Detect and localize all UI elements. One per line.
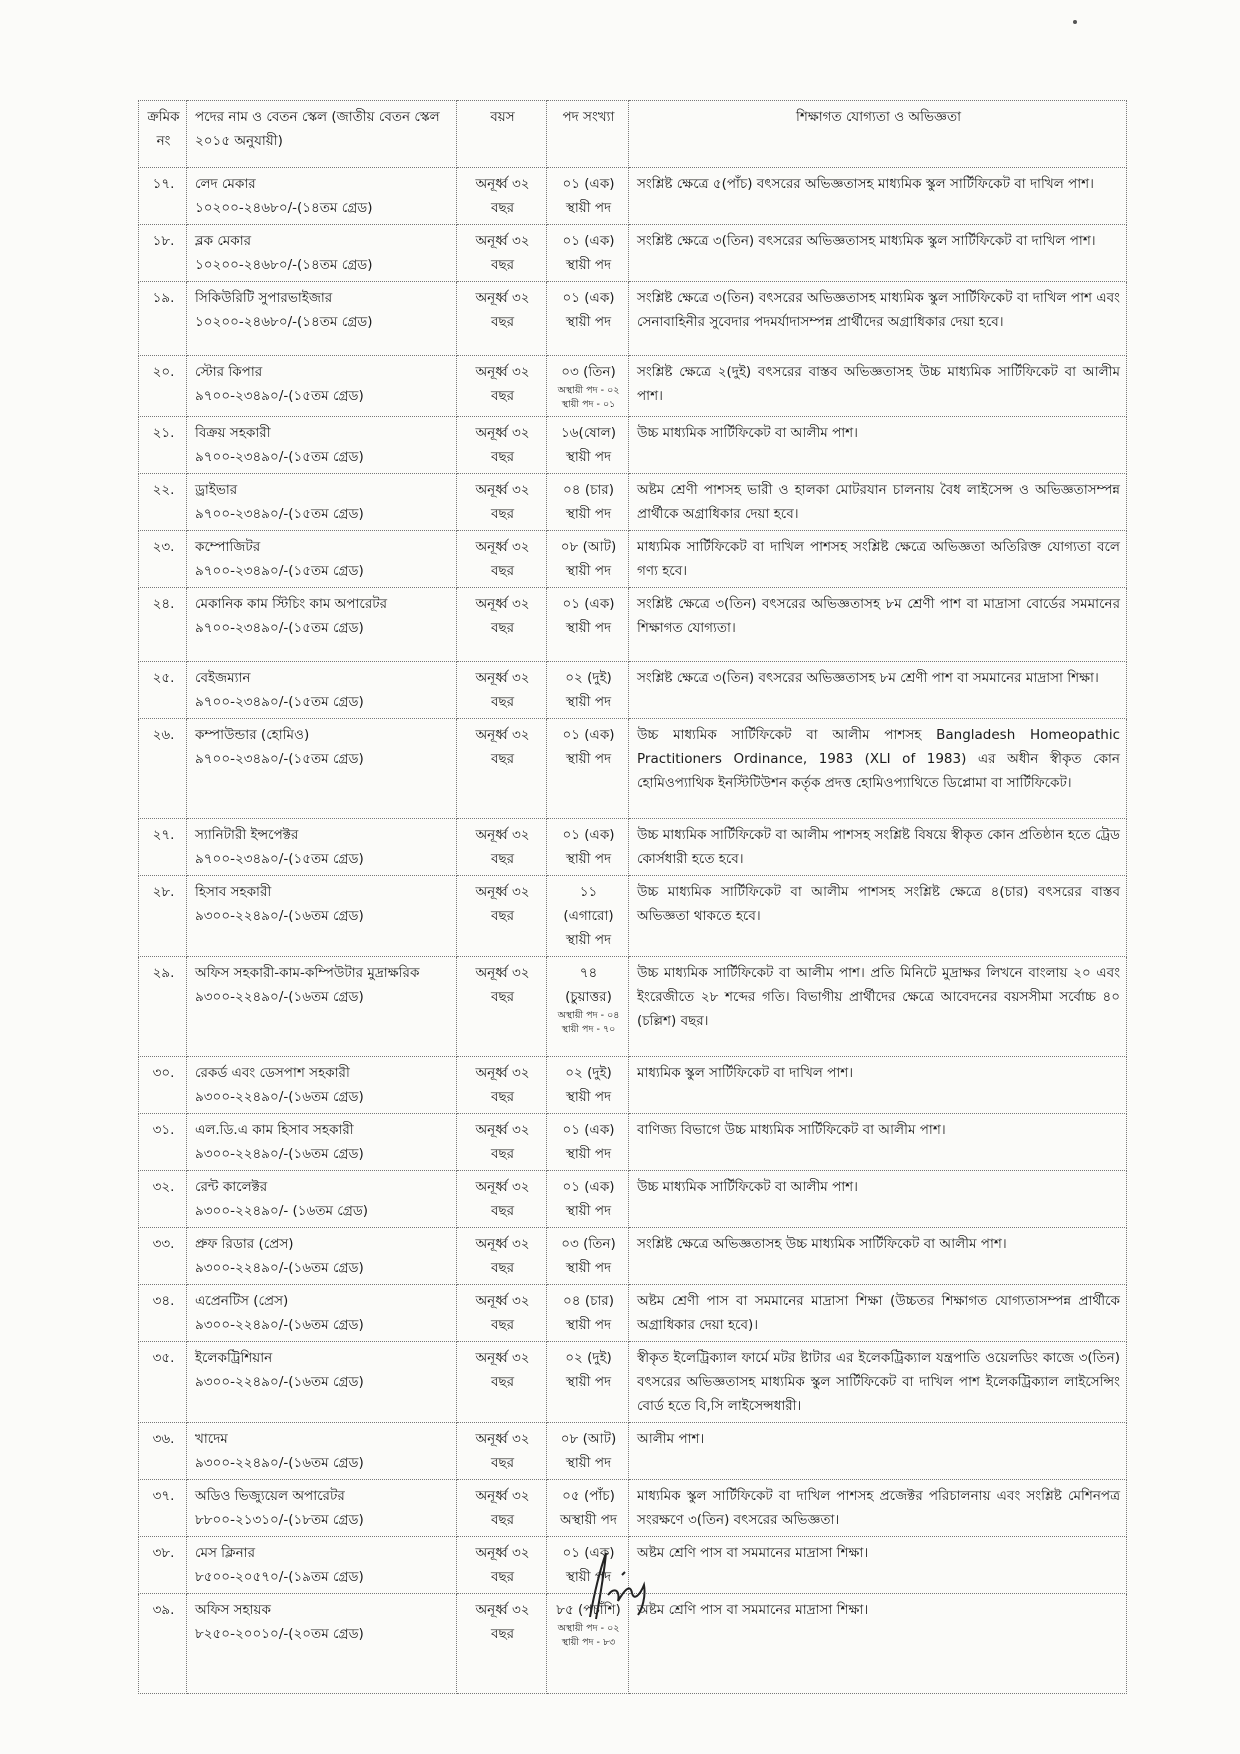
qualification-cell: মাধ্যমিক স্কুল সার্টিফিকেট বা দাখিল পাশ। bbox=[629, 1057, 1127, 1114]
post-name: কম্পাউন্ডার (হোমিও) bbox=[195, 727, 310, 743]
post-type: স্থায়ী পদ bbox=[565, 620, 612, 636]
age-cell: অনূর্ধ্ব ৩২ বছর bbox=[457, 876, 547, 957]
job-table bbox=[138, 100, 1127, 1694]
post-cell bbox=[187, 1057, 457, 1114]
post-count: ১৬(ষোল) bbox=[561, 425, 616, 441]
pay-scale: ৮৫০০-২০৫৭০/-(১৯তম গ্রেড) bbox=[195, 1569, 364, 1585]
post-name: বিক্রয় সহকারী bbox=[195, 425, 271, 441]
count-cell bbox=[547, 876, 629, 957]
post-name: হিসাব সহকারী bbox=[195, 884, 272, 900]
post-name: মেকানিক কাম স্টিচিং কাম অপারেটর bbox=[195, 596, 388, 612]
post-count: ০৮ (আট) bbox=[560, 539, 617, 555]
post-name: লেদ মেকার bbox=[195, 176, 256, 192]
post-count: ৮৫ (পচাঁশি) bbox=[556, 1602, 621, 1618]
age-cell: অনূর্ধ্ব ৩২ বছর bbox=[457, 1342, 547, 1423]
qualification-cell: উচ্চ মাধ্যমিক সার্টিফিকেট বা আলীম পাশ। bbox=[629, 417, 1127, 474]
qualification-cell: স্বীকৃত ইলেট্রিক্যাল ফার্মে মটর ষ্টাটার এর ইলেকট্রিক্যাল যন্ত্রপাতি ওয়েলডিং কাজে ৩(তিন) বৎসরের অভিজ্ঞতাসহ মাধ্যমিক স্কুল সার্টিফিকেট বা দাখিল পাশ ইলেকট্রিক্যাল লাইসেন্সিং বোর্ড হতে বি,সি লাইসেন্সধারী। bbox=[629, 1342, 1127, 1423]
post-type: স্থায়ী পদ bbox=[565, 1569, 612, 1585]
post-name: এল.ডি.এ কাম হিসাব সহকারী bbox=[195, 1122, 354, 1138]
post-name: অডিও ভিজ্যুয়েল অপারেটর bbox=[195, 1488, 345, 1504]
age-cell: অনূর্ধ্ব ৩২ বছর bbox=[457, 1171, 547, 1228]
post-count: ১১ (এগারো) bbox=[563, 884, 614, 924]
post-count: ০২ (দুই) bbox=[565, 670, 612, 686]
post-name: ড্রাইভার bbox=[195, 482, 238, 498]
post-cell bbox=[187, 1171, 457, 1228]
pay-scale: ৯৩০০-২২৪৯০/-(১৬তম গ্রেড) bbox=[195, 1089, 364, 1105]
pay-scale: ৯৩০০-২২৪৯০/-(১৬তম গ্রেড) bbox=[195, 1374, 364, 1390]
qualification-cell: সংশ্লিষ্ট ক্ষেত্রে ২(দুই) বৎসরের বাস্তব অভিজ্ঞতাসহ উচ্চ মাধ্যমিক সার্টিফিকেট বা আলীম পাশ। bbox=[629, 356, 1127, 417]
post-type: স্থায়ী পদ bbox=[565, 751, 612, 767]
age-cell: অনূর্ধ্ব ৩২ বছর bbox=[457, 168, 547, 225]
post-cell bbox=[187, 1594, 457, 1694]
post-cell bbox=[187, 1228, 457, 1285]
serial-cell: ২৮. bbox=[139, 876, 187, 957]
qualification-cell: উচ্চ মাধ্যমিক সার্টিফিকেট বা আলীম পাশ। প্রতি মিনিটে মুদ্রাক্ষর লিখনে বাংলায় ২০ এবং ইংরেজীতে ২৮ শব্দের গতি। বিভাগীয় প্রার্থীদের ক্ষেত্রে আবেদনের বয়সসীমা সর্বোচ্চ ৪০ (চল্লিশ) বছর। bbox=[629, 957, 1127, 1057]
table-row bbox=[139, 876, 1127, 957]
pay-scale: ৯৩০০-২২৪৯০/-(১৬তম গ্রেড) bbox=[195, 1260, 364, 1276]
count-cell bbox=[547, 957, 629, 1057]
post-cell bbox=[187, 474, 457, 531]
post-name: সিকিউরিটি সুপারভাইজার bbox=[195, 290, 333, 306]
pay-scale: ৯৭০০-২৩৪৯০/-(১৫তম গ্রেড) bbox=[195, 388, 364, 404]
serial-cell: ২৩. bbox=[139, 531, 187, 588]
qualification-cell: উচ্চ মাধ্যমিক সার্টিফিকেট বা আলীম পাশসহ Bangladesh Homeopathic Practitioners Ordinance, 1983 (XLI of 1983) এর অধীন স্বীকৃত কোন হোমিওপ্যাথিক ইনস্টিটিউশন কর্তৃক প্রদত্ত হোমিওপ্যাথিতে ডিপ্লোমা বা সার্টিফিকেট। bbox=[629, 719, 1127, 819]
serial-cell: ৩৪. bbox=[139, 1285, 187, 1342]
serial-cell: ৩৩. bbox=[139, 1228, 187, 1285]
post-cell bbox=[187, 282, 457, 356]
pay-scale: ৮২৫০-২০০১০/-(২০তম গ্রেড) bbox=[195, 1626, 364, 1642]
post-name: এপ্রেনটিস (প্রেস) bbox=[195, 1293, 289, 1309]
post-count: ০১ (এক) bbox=[562, 176, 615, 192]
age-cell: অনূর্ধ্ব ৩২ বছর bbox=[457, 719, 547, 819]
header-count: পদ সংখ্যা bbox=[547, 101, 629, 168]
count-cell bbox=[547, 1228, 629, 1285]
table-row bbox=[139, 588, 1127, 662]
serial-cell: ১৯. bbox=[139, 282, 187, 356]
post-cell bbox=[187, 819, 457, 876]
table-row bbox=[139, 1057, 1127, 1114]
serial-cell: ৩২. bbox=[139, 1171, 187, 1228]
table-row bbox=[139, 1423, 1127, 1480]
age-cell: অনূর্ধ্ব ৩২ বছর bbox=[457, 1594, 547, 1694]
header-serial: ক্রমিক নং bbox=[139, 101, 187, 168]
qualification-cell: সংশ্লিষ্ট ক্ষেত্রে ৫(পাঁচ) বৎসরের অভিজ্ঞতাসহ মাধ্যমিক স্কুল সার্টিফিকেট বা দাখিল পাশ। bbox=[629, 168, 1127, 225]
table-row bbox=[139, 225, 1127, 282]
post-cell bbox=[187, 876, 457, 957]
pay-scale: ৯৭০০-২৩৪৯০/-(১৫তম গ্রেড) bbox=[195, 506, 364, 522]
post-cell bbox=[187, 168, 457, 225]
post-count: ০৩ (তিন) bbox=[561, 364, 616, 380]
count-cell bbox=[547, 1480, 629, 1537]
count-cell bbox=[547, 356, 629, 417]
post-name: অফিস সহায়ক bbox=[195, 1602, 271, 1618]
header-age: বয়স bbox=[457, 101, 547, 168]
serial-cell: ৩৮. bbox=[139, 1537, 187, 1594]
qualification-cell: উচ্চ মাধ্যমিক সার্টিফিকেট বা আলীম পাশসহ সংশ্লিষ্ট ক্ষেত্রে ৪(চার) বৎসরের বাস্তব অভিজ্ঞতা থাকতে হবে। bbox=[629, 876, 1127, 957]
pay-scale: ৯৭০০-২৩৪৯০/-(১৫তম গ্রেড) bbox=[195, 449, 364, 465]
serial-cell: ১৭. bbox=[139, 168, 187, 225]
serial-cell: ২৭. bbox=[139, 819, 187, 876]
table-row bbox=[139, 957, 1127, 1057]
table-row bbox=[139, 1285, 1127, 1342]
count-cell bbox=[547, 1342, 629, 1423]
serial-cell: ৩০. bbox=[139, 1057, 187, 1114]
post-count: ০১ (এক) bbox=[562, 1179, 615, 1195]
age-cell: অনূর্ধ্ব ৩২ বছর bbox=[457, 531, 547, 588]
table-row bbox=[139, 662, 1127, 719]
table-row bbox=[139, 282, 1127, 356]
pay-scale: ৯৭০০-২৩৪৯০/-(১৫তম গ্রেড) bbox=[195, 694, 364, 710]
age-cell: অনূর্ধ্ব ৩২ বছর bbox=[457, 1285, 547, 1342]
post-name: রেকর্ড এবং ডেসপাশ সহকারী bbox=[195, 1065, 350, 1081]
serial-cell: ২০. bbox=[139, 356, 187, 417]
qualification-cell: উচ্চ মাধ্যমিক সার্টিফিকেট বা আলীম পাশসহ সংশ্লিষ্ট বিষয়ে স্বীকৃত কোন প্রতিষ্ঠান হতে ট্রেড কোর্সধারী হতে হবে। bbox=[629, 819, 1127, 876]
post-count: ০৮ (আট) bbox=[560, 1431, 617, 1447]
age-cell: অনূর্ধ্ব ৩২ বছর bbox=[457, 356, 547, 417]
age-cell: অনূর্ধ্ব ৩২ বছর bbox=[457, 1480, 547, 1537]
qualification-cell: সংশ্লিষ্ট ক্ষেত্রে ৩(তিন) বৎসরের অভিজ্ঞতাসহ ৮ম শ্রেণী পাশ বা মাদ্রাসা বোর্ডের সমমানের শিক্ষাগত যোগ্যতা। bbox=[629, 588, 1127, 662]
post-count: ০১ (এক) bbox=[562, 1545, 615, 1561]
post-type: স্থায়ী পদ bbox=[565, 449, 612, 465]
table-row bbox=[139, 168, 1127, 225]
table-row bbox=[139, 474, 1127, 531]
post-type: স্থায়ী পদ bbox=[565, 932, 612, 948]
qualification-cell: মাধ্যমিক সার্টিফিকেট বা দাখিল পাশসহ সংশ্লিষ্ট ক্ষেত্রে অভিজ্ঞতা অতিরিক্ত যোগ্যতা বলে গণ্য হবে। bbox=[629, 531, 1127, 588]
post-count: ০২ (দুই) bbox=[565, 1065, 612, 1081]
post-type: অস্থায়ী পদ bbox=[560, 1512, 617, 1528]
age-cell: অনূর্ধ্ব ৩২ বছর bbox=[457, 1423, 547, 1480]
post-type: স্থায়ী পদ bbox=[565, 1203, 612, 1219]
pay-scale: ৯৩০০-২২৪৯০/- (১৬তম গ্রেড) bbox=[195, 1203, 369, 1219]
post-name: প্রুফ রিডার (প্রেস) bbox=[195, 1236, 294, 1252]
pay-scale: ৯৭০০-২৩৪৯০/-(১৫তম গ্রেড) bbox=[195, 851, 364, 867]
count-cell bbox=[547, 282, 629, 356]
count-cell bbox=[547, 1171, 629, 1228]
post-count: ০২ (দুই) bbox=[565, 1350, 612, 1366]
serial-cell: ২২. bbox=[139, 474, 187, 531]
post-cell bbox=[187, 1480, 457, 1537]
age-cell: অনূর্ধ্ব ৩২ বছর bbox=[457, 282, 547, 356]
qualification-cell: সংশ্লিষ্ট ক্ষেত্রে অভিজ্ঞতাসহ উচ্চ মাধ্যমিক সার্টিফিকেট বা আলীম পাশ। bbox=[629, 1228, 1127, 1285]
serial-cell: ৩৯. bbox=[139, 1594, 187, 1694]
pay-scale: ৯৩০০-২২৪৯০/-(১৬তম গ্রেড) bbox=[195, 989, 364, 1005]
post-cell bbox=[187, 719, 457, 819]
pay-scale: ১০২০০-২৪৬৮০/-(১৪তম গ্রেড) bbox=[195, 200, 373, 216]
qualification-cell: আলীম পাশ। bbox=[629, 1423, 1127, 1480]
post-count: ৭৪ (চুয়াত্তর) bbox=[565, 965, 612, 1005]
pay-scale: ৯৭০০-২৩৪৯০/-(১৫তম গ্রেড) bbox=[195, 563, 364, 579]
post-count: ০১ (এক) bbox=[562, 596, 615, 612]
pay-scale: ১০২০০-২৪৬৮০/-(১৪তম গ্রেড) bbox=[195, 314, 373, 330]
qualification-cell: বাণিজ্য বিভাগে উচ্চ মাধ্যমিক সার্টিফিকেট বা আলীম পাশ। bbox=[629, 1114, 1127, 1171]
pay-scale: ৯৩০০-২২৪৯০/-(১৬তম গ্রেড) bbox=[195, 1317, 364, 1333]
post-cell bbox=[187, 225, 457, 282]
post-type: স্থায়ী পদ bbox=[565, 694, 612, 710]
post-cell bbox=[187, 1285, 457, 1342]
post-count: ০৫ (পাঁচ) bbox=[562, 1488, 615, 1504]
post-count: ০৪ (চার) bbox=[563, 482, 614, 498]
pay-scale: ৯৭০০-২৩৪৯০/-(১৫তম গ্রেড) bbox=[195, 620, 364, 636]
pay-scale: ৯৩০০-২২৪৯০/-(১৬তম গ্রেড) bbox=[195, 1455, 364, 1471]
post-type: স্থায়ী পদ bbox=[565, 314, 612, 330]
post-count: ০১ (এক) bbox=[562, 827, 615, 843]
table-body bbox=[139, 168, 1127, 1694]
serial-cell: ২৪. bbox=[139, 588, 187, 662]
post-count: ০১ (এক) bbox=[562, 233, 615, 249]
post-type: স্থায়ী পদ bbox=[565, 257, 612, 273]
age-cell: অনূর্ধ্ব ৩২ বছর bbox=[457, 662, 547, 719]
post-name: অফিস সহকারী-কাম-কম্পিউটার মুদ্রাক্ষরিক bbox=[195, 965, 420, 981]
header-post: পদের নাম ও বেতন স্কেল (জাতীয় বেতন স্কেল ২০১৫ অনুযায়ী) bbox=[187, 101, 457, 168]
table-header-row bbox=[139, 101, 1127, 168]
age-cell: অনূর্ধ্ব ৩২ বছর bbox=[457, 417, 547, 474]
signature bbox=[560, 1535, 670, 1625]
serial-cell: ২৫. bbox=[139, 662, 187, 719]
count-cell bbox=[547, 168, 629, 225]
count-cell bbox=[547, 1114, 629, 1171]
post-name: কম্পোজিটর bbox=[195, 539, 261, 555]
table-row bbox=[139, 719, 1127, 819]
serial-cell: ২৯. bbox=[139, 957, 187, 1057]
age-cell: অনূর্ধ্ব ৩২ বছর bbox=[457, 474, 547, 531]
post-count: ০১ (এক) bbox=[562, 727, 615, 743]
pay-scale: ৯৩০০-২২৪৯০/-(১৬তম গ্রেড) bbox=[195, 1146, 364, 1162]
post-type: স্থায়ী পদ bbox=[565, 200, 612, 216]
count-cell bbox=[547, 1057, 629, 1114]
count-cell bbox=[547, 1423, 629, 1480]
age-cell: অনূর্ধ্ব ৩২ বছর bbox=[457, 225, 547, 282]
post-cell bbox=[187, 1423, 457, 1480]
table-row bbox=[139, 1480, 1127, 1537]
count-cell bbox=[547, 588, 629, 662]
pay-scale: ৮৮০০-২১৩১০/-(১৮তম গ্রেড) bbox=[195, 1512, 364, 1528]
table-row bbox=[139, 1171, 1127, 1228]
post-type: অস্থায়ী পদ - ০৪ স্থায়ী পদ - ৭০ bbox=[557, 1010, 620, 1035]
post-name: মেস ক্লিনার bbox=[195, 1545, 256, 1561]
post-type: অস্থায়ী পদ - ০২ স্থায়ী পদ - ০১ bbox=[557, 385, 620, 410]
qualification-cell: সংশ্লিষ্ট ক্ষেত্রে ৩(তিন) বৎসরের অভিজ্ঞতাসহ মাধ্যমিক স্কুল সার্টিফিকেট বা দাখিল পাশ এবং সেনাবাহিনীর সুবেদার পদমর্যাদাসম্পন্ন প্রার্থীদের অগ্রাধিকার দেয়া হবে। bbox=[629, 282, 1127, 356]
qualification-cell: উচ্চ মাধ্যমিক সার্টিফিকেট বা আলীম পাশ। bbox=[629, 1171, 1127, 1228]
post-count: ০১ (এক) bbox=[562, 290, 615, 306]
table-row bbox=[139, 1342, 1127, 1423]
count-cell bbox=[547, 819, 629, 876]
age-cell: অনূর্ধ্ব ৩২ বছর bbox=[457, 957, 547, 1057]
serial-cell: ৩১. bbox=[139, 1114, 187, 1171]
serial-cell: ৩৫. bbox=[139, 1342, 187, 1423]
post-count: ০১ (এক) bbox=[562, 1122, 615, 1138]
post-type: স্থায়ী পদ bbox=[565, 506, 612, 522]
post-name: ব্লক মেকার bbox=[195, 233, 252, 249]
post-type: স্থায়ী পদ bbox=[565, 1455, 612, 1471]
qualification-cell: সংশ্লিষ্ট ক্ষেত্রে ৩(তিন) বৎসরের অভিজ্ঞতাসহ ৮ম শ্রেণী পাশ বা সমমানের মাদ্রাসা শিক্ষা। bbox=[629, 662, 1127, 719]
speck-mark bbox=[1073, 20, 1077, 24]
count-cell bbox=[547, 474, 629, 531]
post-name: বেইজম্যান bbox=[195, 670, 251, 686]
count-cell bbox=[547, 719, 629, 819]
serial-cell: ৩৬. bbox=[139, 1423, 187, 1480]
post-count: ০৩ (তিন) bbox=[561, 1236, 616, 1252]
post-type: স্থায়ী পদ bbox=[565, 1260, 612, 1276]
qualification-cell: সংশ্লিষ্ট ক্ষেত্রে ৩(তিন) বৎসরের অভিজ্ঞতাসহ মাধ্যমিক স্কুল সার্টিফিকেট বা দাখিল পাশ। bbox=[629, 225, 1127, 282]
qualification-cell: মাধ্যমিক স্কুল সার্টিফিকেট বা দাখিল পাশসহ প্রজেক্টর পরিচালনায় এবং সংশ্লিষ্ট মেশিনপত্র সংরক্ষণে ৩(তিন) বৎসরের অভিজ্ঞতা। bbox=[629, 1480, 1127, 1537]
post-type: স্থায়ী পদ bbox=[565, 1374, 612, 1390]
count-cell bbox=[547, 1285, 629, 1342]
age-cell: অনূর্ধ্ব ৩২ বছর bbox=[457, 588, 547, 662]
table-row bbox=[139, 356, 1127, 417]
qualification-cell: অষ্টম শ্রেণি পাস বা সমমানের মাদ্রাসা শিক্ষা। bbox=[629, 1537, 1127, 1594]
age-cell: অনূর্ধ্ব ৩২ বছর bbox=[457, 1228, 547, 1285]
post-type: স্থায়ী পদ bbox=[565, 851, 612, 867]
post-name: ইলেকট্রিশিয়ান bbox=[195, 1350, 273, 1366]
post-cell bbox=[187, 1537, 457, 1594]
pay-scale: ৯৭০০-২৩৪৯০/-(১৫তম গ্রেড) bbox=[195, 751, 364, 767]
post-cell bbox=[187, 531, 457, 588]
count-cell bbox=[547, 662, 629, 719]
serial-cell: ২১. bbox=[139, 417, 187, 474]
qualification-cell: অষ্টম শ্রেণী পাস বা সমমানের মাদ্রাসা শিক্ষা (উচ্চতর শিক্ষাগত যোগ্যতাসম্পন্ন প্রার্থীকে অগ্রাধিকার দেয়া হবে)। bbox=[629, 1285, 1127, 1342]
header-qualification: শিক্ষাগত যোগ্যতা ও অভিজ্ঞতা bbox=[629, 101, 1127, 168]
post-name: রেন্ট কালেক্টর bbox=[195, 1179, 268, 1195]
post-type: স্থায়ী পদ bbox=[565, 563, 612, 579]
post-cell bbox=[187, 1342, 457, 1423]
serial-cell: ১৮. bbox=[139, 225, 187, 282]
age-cell: অনূর্ধ্ব ৩২ বছর bbox=[457, 819, 547, 876]
post-type: অস্থায়ী পদ - ০২ স্থায়ী পদ - ৮৩ bbox=[557, 1623, 620, 1648]
count-cell bbox=[547, 417, 629, 474]
post-name: স্টোর কিপার bbox=[195, 364, 263, 380]
table-row bbox=[139, 819, 1127, 876]
table-row bbox=[139, 531, 1127, 588]
post-cell bbox=[187, 588, 457, 662]
age-cell: অনূর্ধ্ব ৩২ বছর bbox=[457, 1114, 547, 1171]
post-type: স্থায়ী পদ bbox=[565, 1089, 612, 1105]
post-count: ০৪ (চার) bbox=[563, 1293, 614, 1309]
age-cell: অনূর্ধ্ব ৩২ বছর bbox=[457, 1537, 547, 1594]
post-name: খাদেম bbox=[195, 1431, 228, 1447]
age-cell: অনূর্ধ্ব ৩২ বছর bbox=[457, 1057, 547, 1114]
post-type: স্থায়ী পদ bbox=[565, 1146, 612, 1162]
count-cell bbox=[547, 531, 629, 588]
qualification-cell: অষ্টম শ্রেণী পাশসহ ভারী ও হালকা মোটরযান চালনায় বৈধ লাইসেন্স ও অভিজ্ঞতাসম্পন্ন প্রার্থীকে অগ্রাধিকার দেয়া হবে। bbox=[629, 474, 1127, 531]
serial-cell: ৩৭. bbox=[139, 1480, 187, 1537]
table-row bbox=[139, 1228, 1127, 1285]
qualification-cell: অষ্টম শ্রেণি পাস বা সমমানের মাদ্রাসা শিক্ষা। bbox=[629, 1594, 1127, 1694]
pay-scale: ৯৩০০-২২৪৯০/-(১৬তম গ্রেড) bbox=[195, 908, 364, 924]
post-cell bbox=[187, 957, 457, 1057]
table-row bbox=[139, 1114, 1127, 1171]
count-cell bbox=[547, 225, 629, 282]
post-cell bbox=[187, 662, 457, 719]
pay-scale: ১০২০০-২৪৬৮০/-(১৪তম গ্রেড) bbox=[195, 257, 373, 273]
serial-cell: ২৬. bbox=[139, 719, 187, 819]
table-row bbox=[139, 417, 1127, 474]
post-cell bbox=[187, 356, 457, 417]
post-type: স্থায়ী পদ bbox=[565, 1317, 612, 1333]
post-cell bbox=[187, 1114, 457, 1171]
post-cell bbox=[187, 417, 457, 474]
post-name: স্যানিটারী ইন্সপেক্টর bbox=[195, 827, 299, 843]
